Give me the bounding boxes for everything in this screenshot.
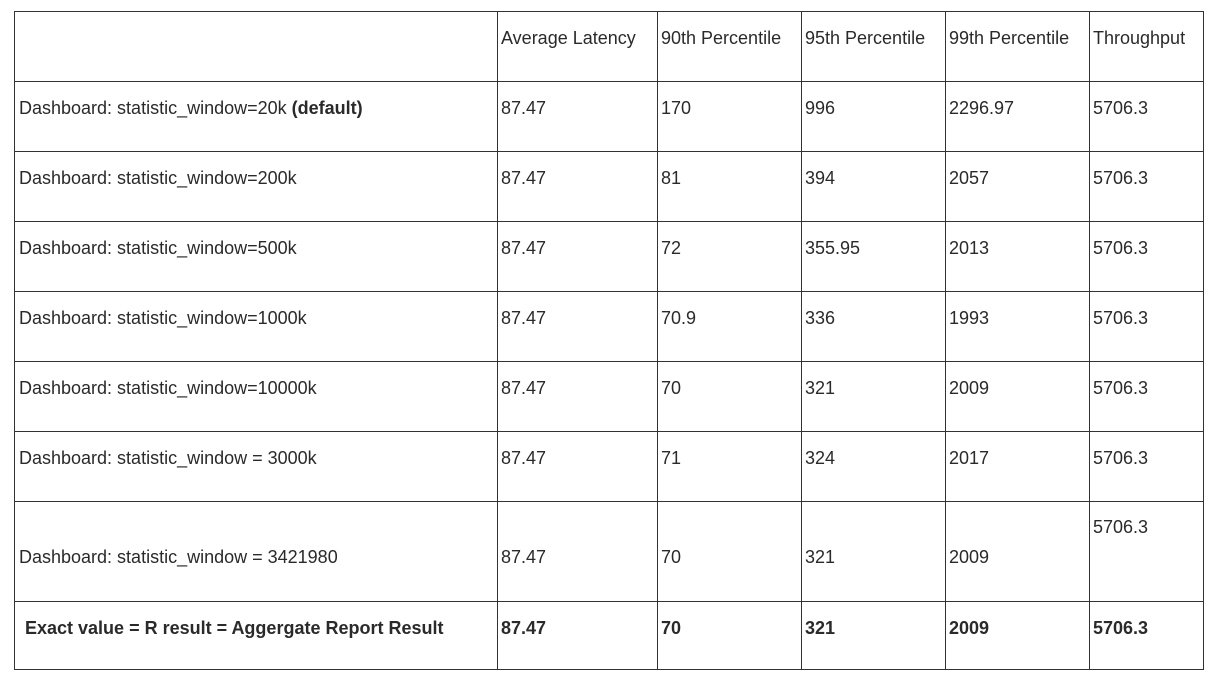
row-label: Dashboard: statistic_window=500k <box>15 222 498 292</box>
table-row <box>15 152 1204 222</box>
column-header-empty <box>15 12 498 82</box>
cell-90th-percentile: 170 <box>658 82 802 152</box>
table-row <box>15 292 1204 362</box>
cell-99th-percentile: 2057 <box>946 152 1090 222</box>
column-header-throughput: Throughput <box>1090 12 1204 82</box>
column-header-average-latency: Average Latency <box>498 12 658 82</box>
cell-95th-percentile: 324 <box>802 432 946 502</box>
table-row <box>15 432 1204 502</box>
cell-99th-percentile: 2017 <box>946 432 1090 502</box>
cell-average-latency: 87.47 <box>498 82 658 152</box>
summary-row <box>15 602 1204 670</box>
latency-comparison-table <box>14 11 1204 670</box>
row-label: Dashboard: statistic_window = 3421980 <box>15 502 498 602</box>
row-label: Dashboard: statistic_window=10000k <box>15 362 498 432</box>
cell-90th-percentile: 72 <box>658 222 802 292</box>
column-header-99th-percentile: 99th Percentile <box>946 12 1090 82</box>
column-header-90th-percentile: 90th Percentile <box>658 12 802 82</box>
cell-95th-percentile: 336 <box>802 292 946 362</box>
cell-90th-percentile: 70 <box>658 502 802 602</box>
cell-99th-percentile: 1993 <box>946 292 1090 362</box>
cell-99th-percentile: 2009 <box>946 362 1090 432</box>
cell-average-latency: 87.47 <box>498 432 658 502</box>
cell-average-latency: 87.47 <box>498 292 658 362</box>
cell-average-latency: 87.47 <box>498 152 658 222</box>
table-row <box>15 362 1204 432</box>
table-row <box>15 82 1204 152</box>
cell-90th-percentile: 81 <box>658 152 802 222</box>
row-label: Dashboard: statistic_window=200k <box>15 152 498 222</box>
cell-average-latency: 87.47 <box>498 362 658 432</box>
table-row <box>15 502 1204 602</box>
cell-average-latency: 87.47 <box>498 502 658 602</box>
cell-throughput: 5706.3 <box>1090 502 1204 602</box>
cell-throughput: 5706.3 <box>1090 432 1204 502</box>
row-label-text: Dashboard: statistic_window=20k <box>19 98 292 118</box>
cell-95th-percentile: 394 <box>802 152 946 222</box>
summary-throughput: 5706.3 <box>1090 602 1204 670</box>
row-label <box>15 82 498 152</box>
row-label-default-tag: (default) <box>291 98 363 118</box>
cell-90th-percentile: 70.9 <box>658 292 802 362</box>
cell-99th-percentile: 2013 <box>946 222 1090 292</box>
summary-average-latency: 87.47 <box>498 602 658 670</box>
table-header-row <box>15 12 1204 82</box>
summary-row-label: Exact value = R result = Aggergate Report Result <box>15 602 498 670</box>
cell-throughput: 5706.3 <box>1090 152 1204 222</box>
column-header-95th-percentile: 95th Percentile <box>802 12 946 82</box>
cell-90th-percentile: 71 <box>658 432 802 502</box>
cell-throughput: 5706.3 <box>1090 222 1204 292</box>
cell-95th-percentile: 355.95 <box>802 222 946 292</box>
table-row <box>15 222 1204 292</box>
cell-95th-percentile: 321 <box>802 362 946 432</box>
cell-throughput: 5706.3 <box>1090 292 1204 362</box>
cell-average-latency: 87.47 <box>498 222 658 292</box>
cell-99th-percentile: 2296.97 <box>946 82 1090 152</box>
cell-95th-percentile: 996 <box>802 82 946 152</box>
cell-throughput: 5706.3 <box>1090 362 1204 432</box>
summary-99th-percentile: 2009 <box>946 602 1090 670</box>
cell-99th-percentile: 2009 <box>946 502 1090 602</box>
cell-95th-percentile: 321 <box>802 502 946 602</box>
summary-90th-percentile: 70 <box>658 602 802 670</box>
cell-throughput: 5706.3 <box>1090 82 1204 152</box>
row-label: Dashboard: statistic_window = 3000k <box>15 432 498 502</box>
summary-95th-percentile: 321 <box>802 602 946 670</box>
row-label: Dashboard: statistic_window=1000k <box>15 292 498 362</box>
cell-90th-percentile: 70 <box>658 362 802 432</box>
